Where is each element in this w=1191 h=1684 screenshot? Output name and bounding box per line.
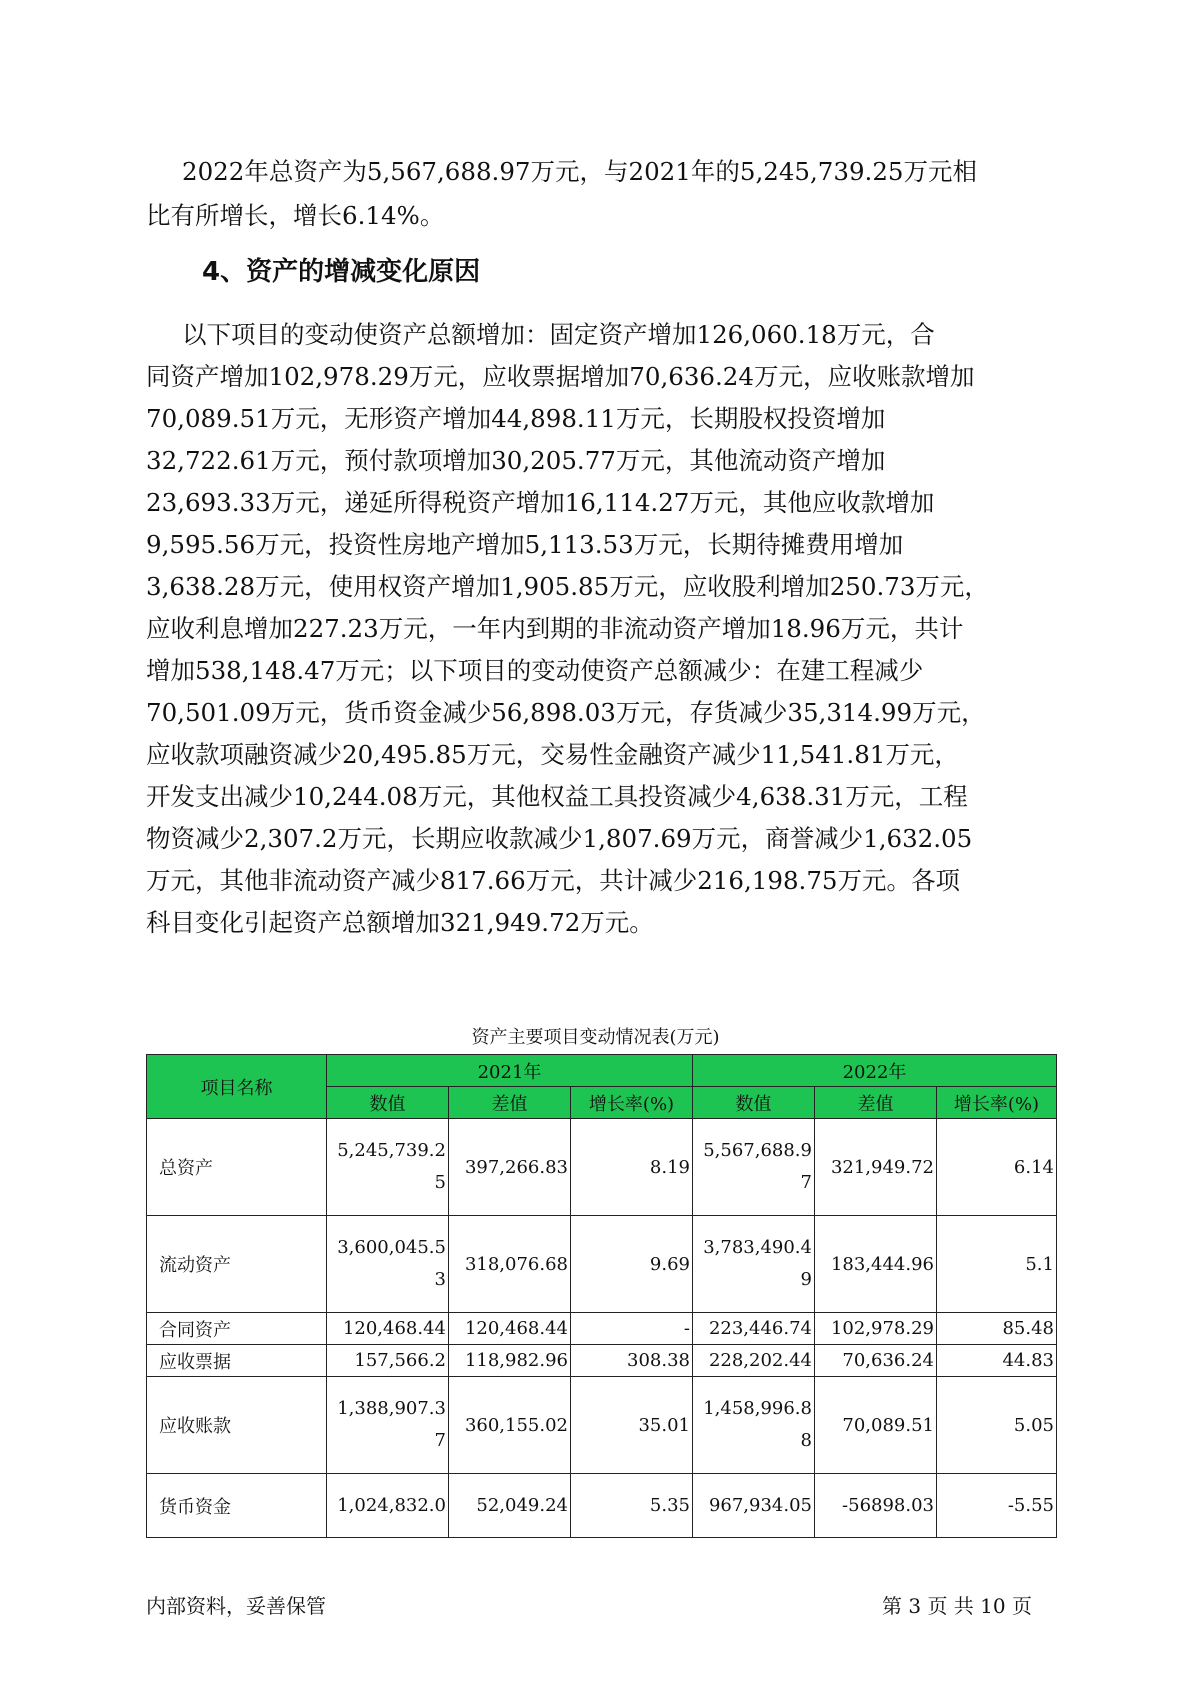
table-row xyxy=(147,1345,1057,1377)
growth-2022-cell: 85.48 xyxy=(937,1313,1057,1345)
diff-header-2022: 差值 xyxy=(815,1087,937,1119)
value-2022-cell: 5,567,688.97 xyxy=(693,1119,815,1216)
value-2021-cell: 1,024,832.0 xyxy=(327,1474,449,1538)
growth-2021-cell: 9.69 xyxy=(571,1216,693,1313)
row-name: 应收账款 xyxy=(147,1377,327,1474)
value-header-2021: 数值 xyxy=(327,1087,449,1119)
text-line: 应收利息增加227.23万元，一年内到期的非流动资产增加18.96万元，共计 xyxy=(146,614,964,643)
value-2021-cell: 5,245,739.25 xyxy=(327,1119,449,1216)
diff-2021-cell: 360,155.02 xyxy=(449,1377,571,1474)
footer-page-number: 第 3 页 共 10 页 xyxy=(882,1594,1032,1618)
diff-2021-cell: 120,468.44 xyxy=(449,1313,571,1345)
value-header-2022: 数值 xyxy=(693,1087,815,1119)
text-line: 2022年总资产为5,567,688.97万元，与2021年的5,245,739.25万元相 xyxy=(182,157,978,186)
text-line: 70,501.09万元，货币资金减少56,898.03万元，存货减少35,314.99万元， xyxy=(146,698,986,727)
text-line: 23,693.33万元，递延所得税资产增加16,114.27万元，其他应收款增加 xyxy=(146,488,935,517)
table-row xyxy=(147,1119,1057,1216)
growth-2021-cell: 5.35 xyxy=(571,1474,693,1538)
growth-2021-cell: 35.01 xyxy=(571,1377,693,1474)
table-header-row xyxy=(147,1055,1057,1087)
growth-2022-cell: 44.83 xyxy=(937,1345,1057,1377)
diff-header-2021: 差值 xyxy=(449,1087,571,1119)
text-line: 开发支出减少10,244.08万元，其他权益工具投资减少4,638.31万元，工程 xyxy=(146,782,968,811)
value-2021-cell: 3,600,045.53 xyxy=(327,1216,449,1313)
year-2022-header: 2022年 xyxy=(693,1055,1057,1087)
row-name: 流动资产 xyxy=(147,1216,327,1313)
diff-2021-cell: 118,982.96 xyxy=(449,1345,571,1377)
diff-2022-cell: 102,978.29 xyxy=(815,1313,937,1345)
value-2022-cell: 228,202.44 xyxy=(693,1345,815,1377)
diff-2022-cell: 70,636.24 xyxy=(815,1345,937,1377)
text-line: 3,638.28万元，使用权资产增加1,905.85万元，应收股利增加250.73万元， xyxy=(146,572,989,601)
growth-header-2022: 增长率(%) xyxy=(937,1087,1057,1119)
row-name: 货币资金 xyxy=(147,1474,327,1538)
footer-confidential-note: 内部资料，妥善保管 xyxy=(146,1594,326,1618)
value-2021-cell: 120,468.44 xyxy=(327,1313,449,1345)
row-name: 总资产 xyxy=(147,1119,327,1216)
year-2021-header: 2021年 xyxy=(327,1055,693,1087)
text-line: 以下项目的变动使资产总额增加：固定资产增加126,060.18万元，合 xyxy=(182,320,935,349)
section-heading: 4、资产的增减变化原因 xyxy=(202,257,481,287)
row-name: 合同资产 xyxy=(147,1313,327,1345)
table-row xyxy=(147,1313,1057,1345)
value-2021-cell: 157,566.2 xyxy=(327,1345,449,1377)
text-line: 比有所增长，增长6.14%。 xyxy=(146,201,445,230)
value-2022-cell: 223,446.74 xyxy=(693,1313,815,1345)
asset-changes-table xyxy=(146,1054,1057,1538)
diff-2021-cell: 318,076.68 xyxy=(449,1216,571,1313)
value-2022-cell: 1,458,996.88 xyxy=(693,1377,815,1474)
diff-2022-cell: 183,444.96 xyxy=(815,1216,937,1313)
row-name: 应收票据 xyxy=(147,1345,327,1377)
growth-2021-cell: - xyxy=(571,1313,693,1345)
growth-2022-cell: -5.55 xyxy=(937,1474,1057,1538)
table-row xyxy=(147,1377,1057,1474)
growth-header-2021: 增长率(%) xyxy=(571,1087,693,1119)
diff-2022-cell: 70,089.51 xyxy=(815,1377,937,1474)
growth-2022-cell: 5.1 xyxy=(937,1216,1057,1313)
growth-2021-cell: 308.38 xyxy=(571,1345,693,1377)
text-line: 科目变化引起资产总额增加321,949.72万元。 xyxy=(146,908,654,937)
value-2022-cell: 3,783,490.49 xyxy=(693,1216,815,1313)
table-row xyxy=(147,1216,1057,1313)
text-line: 增加538,148.47万元；以下项目的变动使资产总额减少：在建工程减少 xyxy=(146,656,924,685)
item-name-header: 项目名称 xyxy=(147,1055,327,1119)
value-2021-cell: 1,388,907.37 xyxy=(327,1377,449,1474)
diff-2021-cell: 397,266.83 xyxy=(449,1119,571,1216)
diff-2022-cell: 321,949.72 xyxy=(815,1119,937,1216)
growth-2022-cell: 6.14 xyxy=(937,1119,1057,1216)
text-line: 物资减少2,307.2万元，长期应收款减少1,807.69万元，商誉减少1,632.05 xyxy=(146,824,973,853)
text-line: 9,595.56万元，投资性房地产增加5,113.53万元，长期待摊费用增加 xyxy=(146,530,904,559)
text-line: 同资产增加102,978.29万元，应收票据增加70,636.24万元，应收账款增加 xyxy=(146,362,975,391)
growth-2022-cell: 5.05 xyxy=(937,1377,1057,1474)
text-line: 万元，其他非流动资产减少817.66万元，共计减少216,198.75万元。各项 xyxy=(146,866,961,895)
table-row xyxy=(147,1474,1057,1538)
text-line: 70,089.51万元，无形资产增加44,898.11万元，长期股权投资增加 xyxy=(146,404,886,433)
text-line: 应收款项融资减少20,495.85万元，交易性金融资产减少11,541.81万元， xyxy=(146,740,959,769)
growth-2021-cell: 8.19 xyxy=(571,1119,693,1216)
value-2022-cell: 967,934.05 xyxy=(693,1474,815,1538)
table-caption: 资产主要项目变动情况表(万元) xyxy=(471,1027,720,1048)
diff-2021-cell: 52,049.24 xyxy=(449,1474,571,1538)
diff-2022-cell: -56898.03 xyxy=(815,1474,937,1538)
text-line: 32,722.61万元，预付款项增加30,205.77万元，其他流动资产增加 xyxy=(146,446,886,475)
